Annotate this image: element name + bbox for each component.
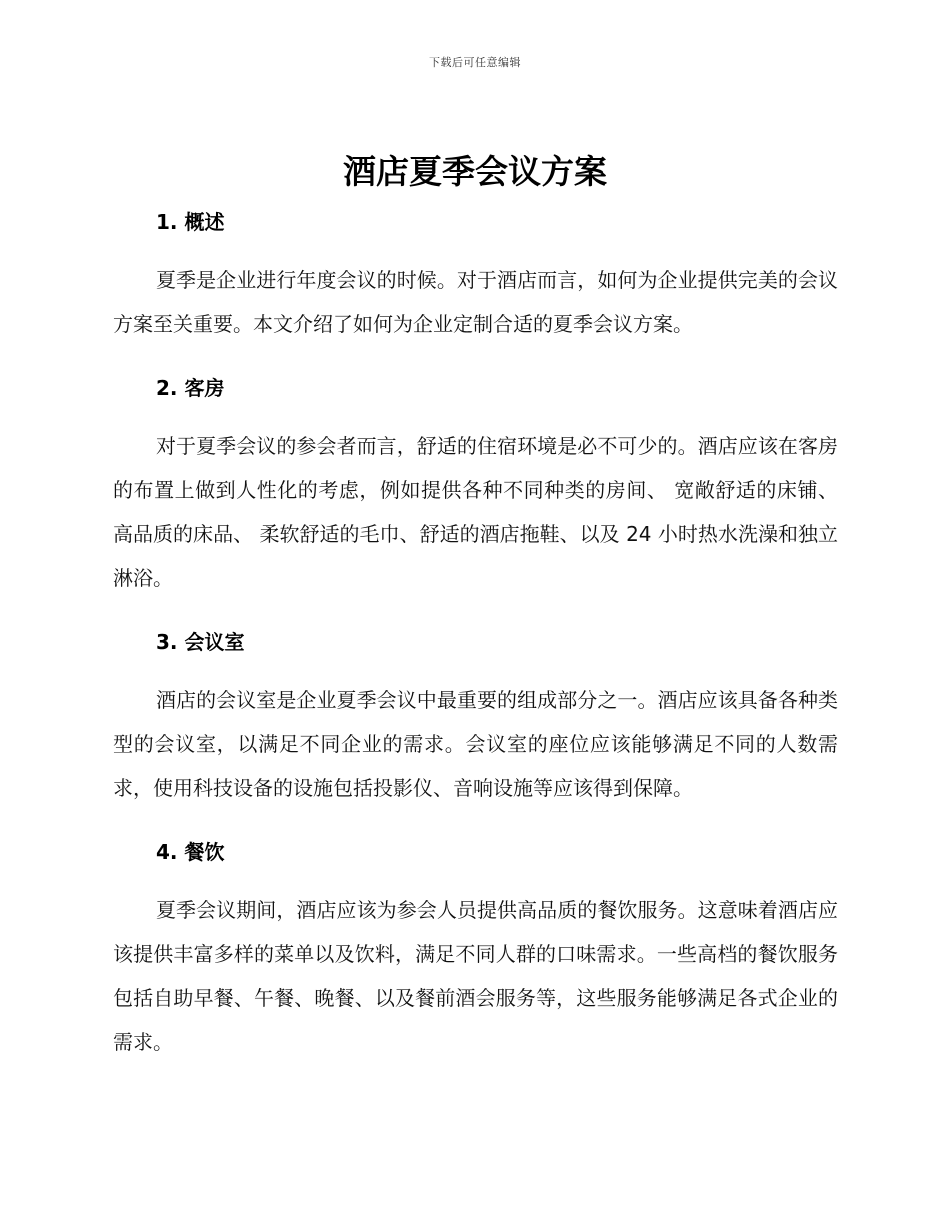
- section-heading: 4. 餐饮: [156, 840, 225, 864]
- document-title: 酒店夏季会议方案: [343, 152, 607, 191]
- header-note: 下载后可任意编辑: [429, 56, 521, 69]
- section-paragraph: 夏季是企业进行年度会议的时候。对于酒店而言，如何为企业提供完美的会议方案至关重要。本文介绍了如何为企业定制合适的夏季会议方案。: [113, 268, 838, 336]
- section-paragraph: 夏季会议期间，酒店应该为参会人员提供高品质的餐饮服务。这意味着酒店应该提供丰富多样的菜单以及饮料，满足不同人群的口味需求。一些高档的餐饮服务包括自助早餐、午餐、晚餐、以及餐前酒会服务等，这些服务能够满足各式企业的需求。: [113, 898, 838, 1054]
- section-overview: [113, 202, 838, 346]
- section-heading: 1. 概述: [156, 210, 225, 234]
- section-paragraph: 酒店的会议室是企业夏季会议中最重要的组成部分之一。酒店应该具备各种类型的会议室，以满足不同企业的需求。会议室的座位应该能够满足不同的人数需求，使用科技设备的设施包括投影仪、音响设施等应该得到保障。: [113, 688, 838, 800]
- section-guest-rooms: [113, 368, 838, 600]
- section-heading: 2. 客房: [156, 376, 225, 400]
- section-meeting-rooms: [113, 622, 838, 810]
- section-catering: [113, 832, 838, 1064]
- document-body: [113, 202, 838, 1086]
- section-heading: 3. 会议室: [156, 630, 245, 654]
- section-paragraph: 对于夏季会议的参会者而言，舒适的住宿环境是必不可少的。酒店应该在客房的布置上做到人性化的考虑，例如提供各种不同种类的房间、 宽敞舒适的床铺、高品质的床品、 柔软舒适的毛巾、舒适的酒店拖鞋、以及 24 小时热水洗澡和独立淋浴。: [113, 434, 838, 590]
